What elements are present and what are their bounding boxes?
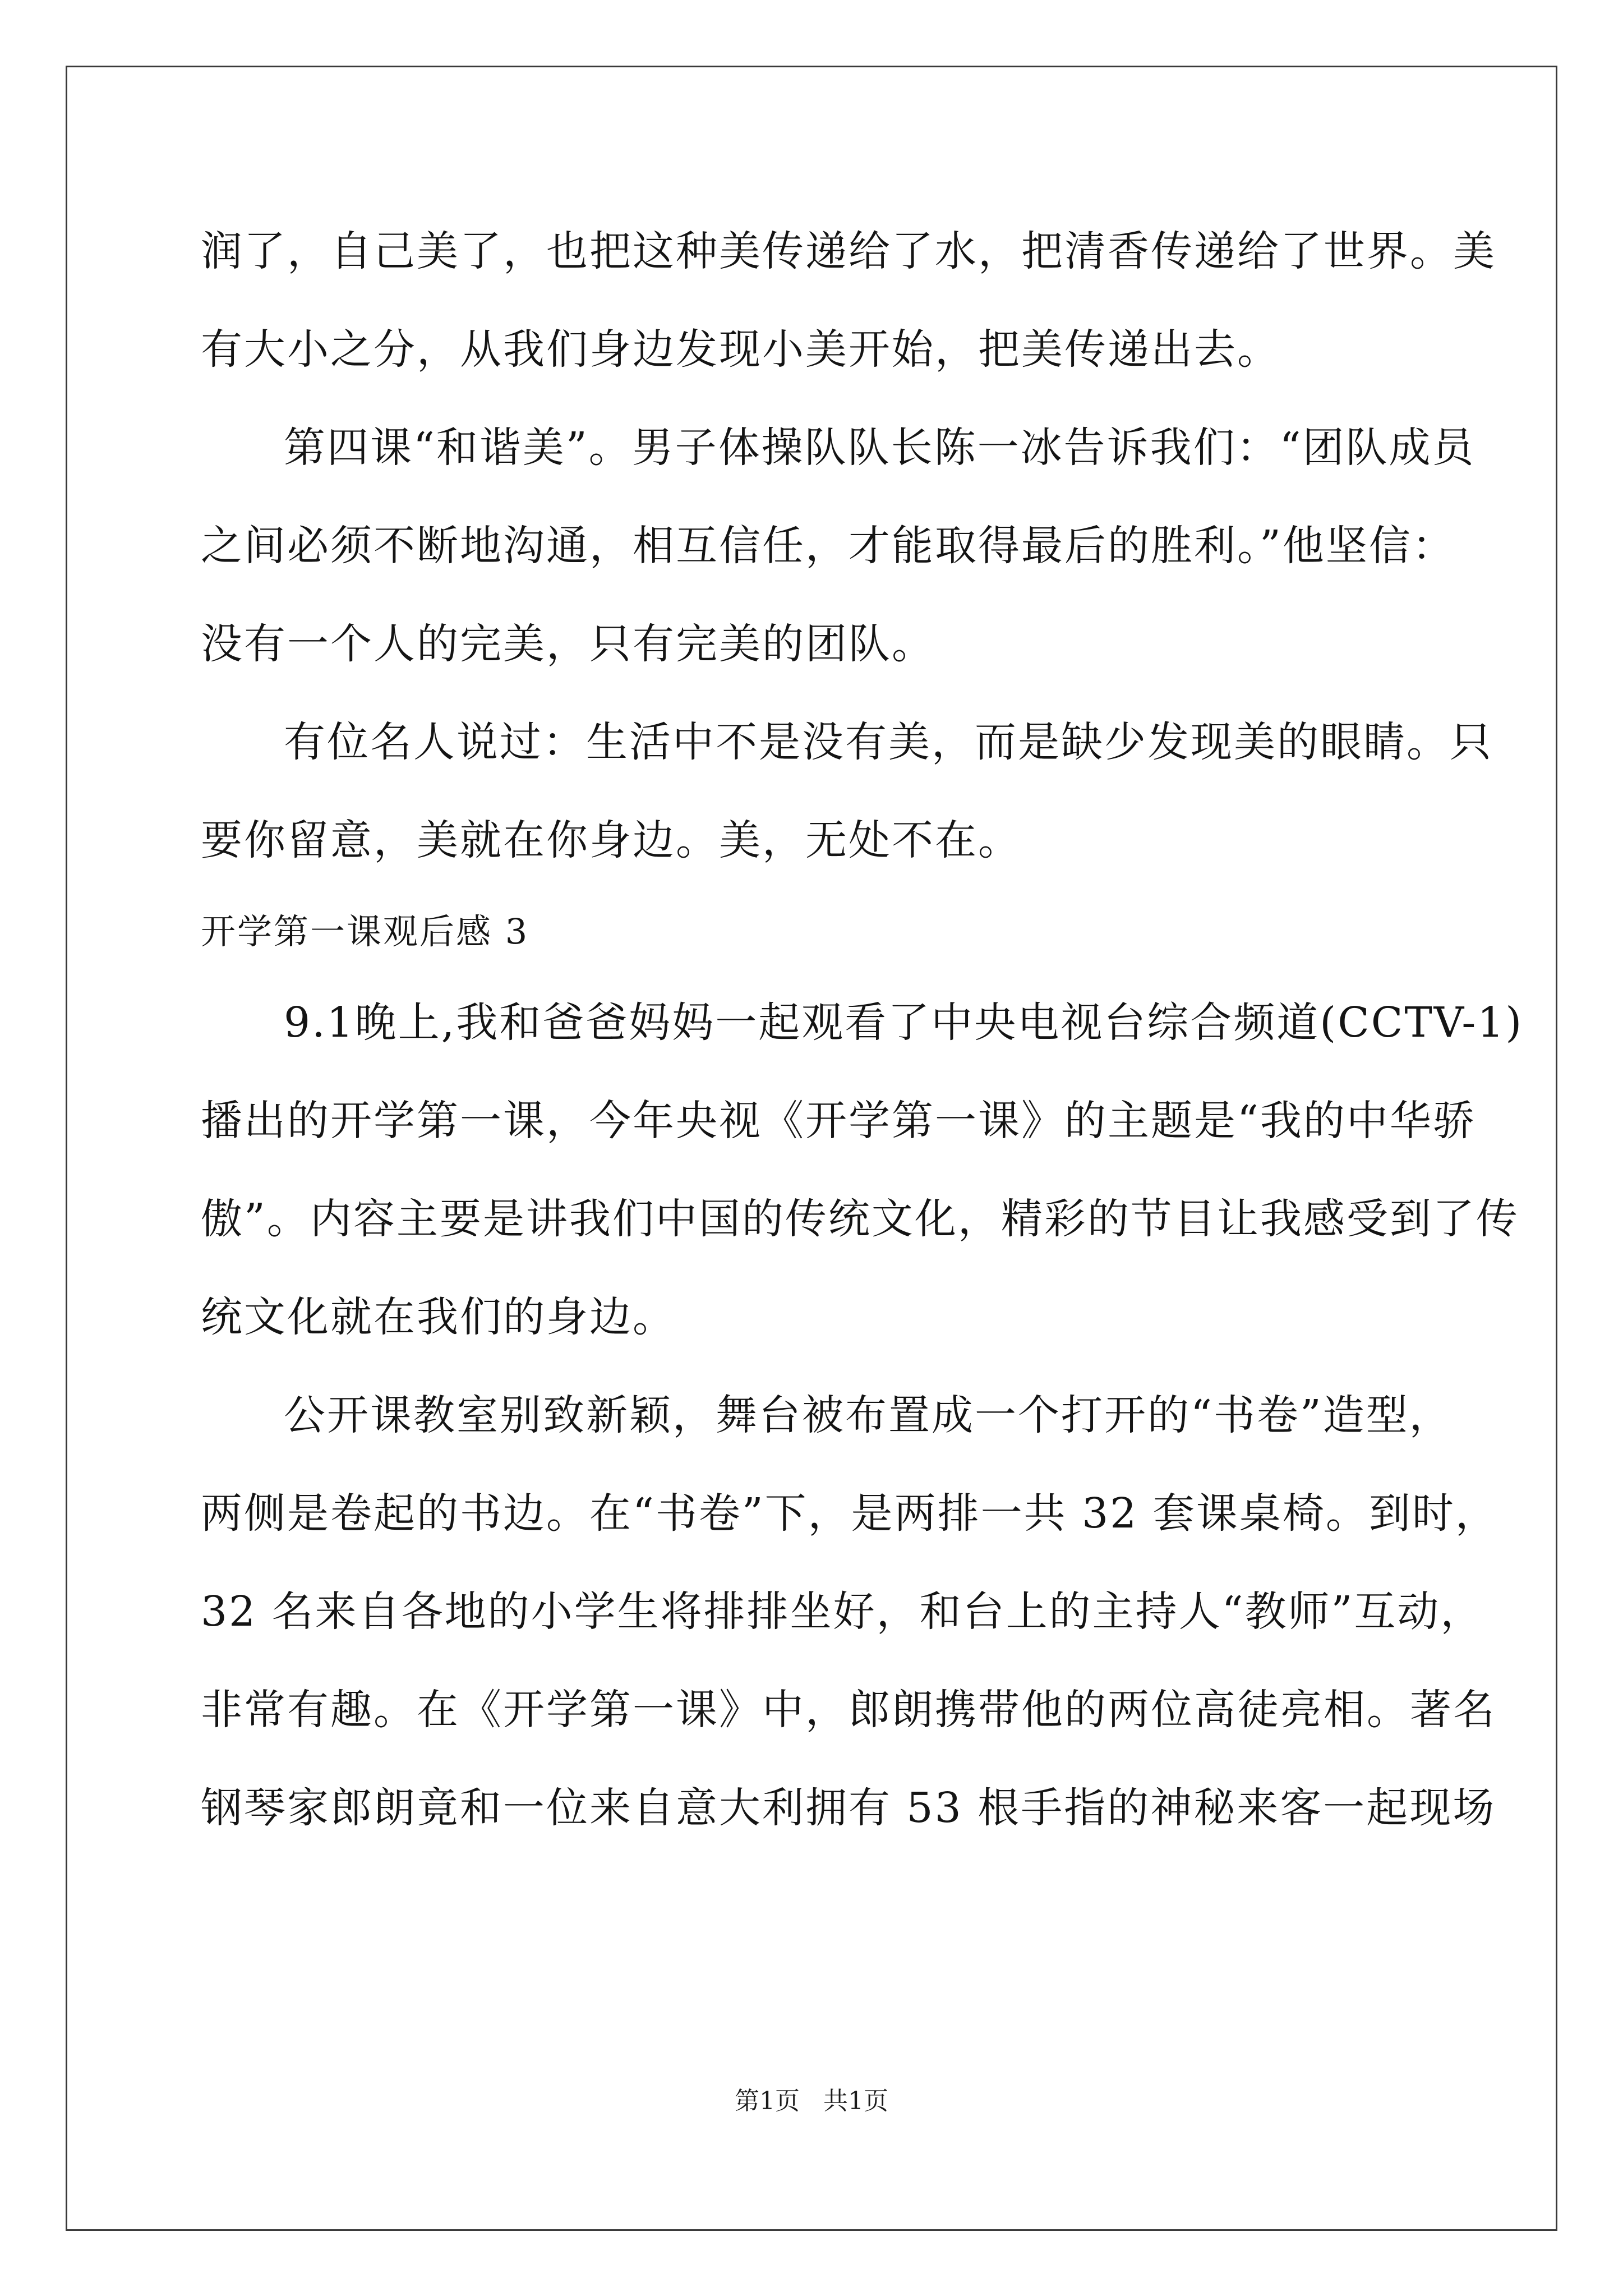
page-border (66, 66, 1557, 2231)
page-number-footer: 第1页 共1页 (735, 2087, 888, 2115)
paragraph-line: 公开课教室别致新颖，舞台被布置成一个打开的“书卷”造型， (284, 1391, 1453, 1439)
paragraph-line: 要你留意，美就在你身边。美，无处不在。 (201, 816, 1021, 864)
paragraph-line: 钢琴家郎朗竟和一位来自意大利拥有 53 根手指的神秘来客一起现场 (201, 1784, 1496, 1832)
section-heading: 开学第一课观后感 3 (201, 911, 529, 952)
paragraph-line: 第四课“和谐美”。男子体操队队长陈一冰告诉我们：“团队成员 (284, 424, 1476, 472)
paragraph-line: 播出的开学第一课，今年央视《开学第一课》的主题是“我的中华骄 (201, 1097, 1476, 1145)
paragraph-line: 之间必须不断地沟通，相互信任，才能取得最后的胜利。”他坚信： (201, 522, 1455, 570)
paragraph-line: 非常有趣。在《开学第一课》中，郎朗携带他的两位高徒亮相。著名 (201, 1686, 1496, 1734)
paragraph-line: 润了，自己美了，也把这种美传递给了水，把清香传递给了世界。美 (201, 227, 1496, 275)
paragraph-line: 有位名人说过：生活中不是没有美，而是缺少发现美的眼睛。只 (284, 718, 1493, 766)
paragraph-line: 没有一个人的完美，只有完美的团队。 (201, 620, 935, 668)
paragraph-line: 傲”。内容主要是讲我们中国的传统文化，精彩的节目让我感受到了传 (201, 1195, 1519, 1243)
paragraph-line: 两侧是卷起的书边。在“书卷”下，是两排一共 32 套课桌椅。到时， (201, 1489, 1498, 1538)
paragraph-line: 9.1晚上,我和爸爸妈妈一起观看了中央电视台综合频道(CCTV-1) (284, 999, 1524, 1047)
paragraph-line: 32 名来自各地的小学生将排排坐好，和台上的主持人“教师”互动， (201, 1588, 1484, 1636)
paragraph-line: 有大小之分，从我们身边发现小美开始，把美传递出去。 (201, 325, 1280, 374)
paragraph-line: 统文化就在我们的身边。 (201, 1293, 676, 1341)
